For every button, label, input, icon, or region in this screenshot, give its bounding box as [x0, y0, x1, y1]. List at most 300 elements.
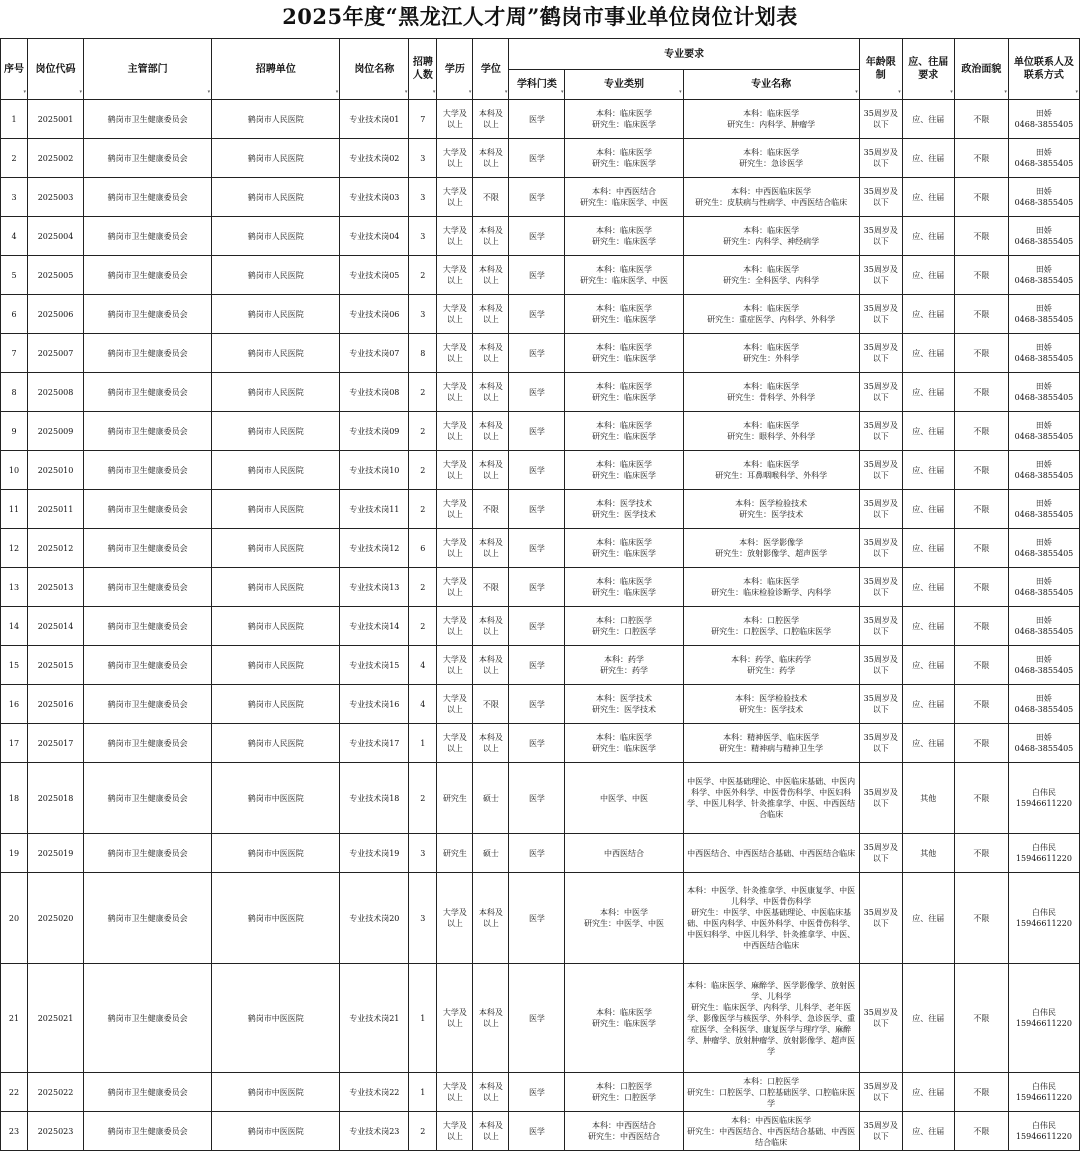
cell-dept: 鹤岗市卫生健康委员会 — [84, 1073, 212, 1112]
cell-grad: 应、往届 — [902, 490, 954, 529]
cell-age: 35周岁及以下 — [859, 373, 902, 412]
cell-seq: 21 — [1, 964, 28, 1073]
cell-major-type: 本科：中西医结合 研究生：临床医学、中医 — [565, 178, 683, 217]
table-row — [1, 412, 1080, 451]
cell-grad: 应、往届 — [902, 139, 954, 178]
sort-dropdown-icon[interactable]: ▾ — [79, 89, 83, 95]
cell-unit: 鹤岗市人民医院 — [212, 178, 340, 217]
cell-major-name: 本科：临床医学 研究生：重症医学、内科学、外科学 — [683, 295, 859, 334]
cell-major-type: 本科：临床医学 研究生：临床医学 — [565, 529, 683, 568]
cell-grad: 应、往届 — [902, 568, 954, 607]
cell-count: 2 — [409, 763, 437, 834]
cell-contact: 田娇 0468-3855405 — [1008, 451, 1079, 490]
cell-major-cat: 医学 — [509, 451, 565, 490]
cell-post: 专业技术岗14 — [340, 607, 409, 646]
cell-seq: 5 — [1, 256, 28, 295]
cell-post: 专业技术岗15 — [340, 646, 409, 685]
cell-post: 专业技术岗09 — [340, 412, 409, 451]
table-row — [1, 490, 1080, 529]
cell-degree: 本科及以上 — [473, 373, 509, 412]
cell-age: 35周岁及以下 — [859, 334, 902, 373]
cell-contact: 白伟民 15946611220 — [1008, 834, 1079, 873]
cell-post: 专业技术岗23 — [340, 1112, 409, 1151]
cell-contact: 田娇 0468-3855405 — [1008, 685, 1079, 724]
table-row — [1, 256, 1080, 295]
cell-unit: 鹤岗市人民医院 — [212, 139, 340, 178]
cell-seq: 19 — [1, 834, 28, 873]
cell-edu: 大学及以上 — [437, 334, 473, 373]
cell-count: 1 — [409, 1073, 437, 1112]
cell-edu: 大学及以上 — [437, 451, 473, 490]
cell-political: 不限 — [954, 607, 1008, 646]
header-dept[interactable]: 主管部门 ▾ — [84, 39, 212, 100]
cell-count: 2 — [409, 1112, 437, 1151]
cell-code: 2025002 — [28, 139, 84, 178]
cell-political: 不限 — [954, 373, 1008, 412]
cell-seq: 14 — [1, 607, 28, 646]
cell-political: 不限 — [954, 873, 1008, 964]
cell-major-name: 本科：临床医学 研究生：耳鼻咽喉科学、外科学 — [683, 451, 859, 490]
cell-political: 不限 — [954, 100, 1008, 139]
cell-age: 35周岁及以下 — [859, 217, 902, 256]
cell-contact: 田娇 0468-3855405 — [1008, 334, 1079, 373]
cell-post: 专业技术岗18 — [340, 763, 409, 834]
cell-seq: 16 — [1, 685, 28, 724]
cell-count: 6 — [409, 529, 437, 568]
cell-count: 3 — [409, 834, 437, 873]
cell-political: 不限 — [954, 412, 1008, 451]
cell-unit: 鹤岗市人民医院 — [212, 568, 340, 607]
cell-major-cat: 医学 — [509, 412, 565, 451]
cell-unit: 鹤岗市人民医院 — [212, 490, 340, 529]
cell-grad: 应、往届 — [902, 1073, 954, 1112]
cell-major-name: 本科：临床医学 研究生：急诊医学 — [683, 139, 859, 178]
cell-seq: 23 — [1, 1112, 28, 1151]
sort-dropdown-icon[interactable]: ▾ — [23, 89, 27, 95]
table-row — [1, 724, 1080, 763]
cell-edu: 大学及以上 — [437, 100, 473, 139]
cell-major-type: 本科：临床医学 研究生：临床医学、中医 — [565, 256, 683, 295]
cell-major-cat: 医学 — [509, 1112, 565, 1151]
cell-code: 2025019 — [28, 834, 84, 873]
header-major-group: 专业要求 — [509, 39, 859, 70]
cell-major-name: 本科：临床医学 研究生：全科医学、内科学 — [683, 256, 859, 295]
sort-dropdown-icon[interactable]: ▾ — [855, 89, 858, 95]
cell-age: 35周岁及以下 — [859, 607, 902, 646]
cell-seq: 10 — [1, 451, 28, 490]
cell-contact: 田娇 0468-3855405 — [1008, 139, 1079, 178]
cell-major-type: 中医学、中医 — [565, 763, 683, 834]
sort-dropdown-icon[interactable]: ▾ — [432, 89, 436, 95]
cell-dept: 鹤岗市卫生健康委员会 — [84, 334, 212, 373]
cell-major-cat: 医学 — [509, 964, 565, 1073]
table-row — [1, 217, 1080, 256]
cell-code: 2025011 — [28, 490, 84, 529]
cell-contact: 白伟民 15946611220 — [1008, 763, 1079, 834]
cell-grad: 应、往届 — [902, 178, 954, 217]
cell-edu: 大学及以上 — [437, 724, 473, 763]
cell-dept: 鹤岗市卫生健康委员会 — [84, 412, 212, 451]
cell-count: 2 — [409, 373, 437, 412]
cell-major-cat: 医学 — [509, 178, 565, 217]
cell-unit: 鹤岗市人民医院 — [212, 334, 340, 373]
cell-post: 专业技术岗08 — [340, 373, 409, 412]
cell-major-cat: 医学 — [509, 607, 565, 646]
cell-political: 不限 — [954, 1073, 1008, 1112]
cell-degree: 本科及以上 — [473, 256, 509, 295]
cell-contact: 白伟民 15946611220 — [1008, 873, 1079, 964]
cell-major-type: 本科：临床医学 研究生：临床医学 — [565, 964, 683, 1073]
cell-major-cat: 医学 — [509, 873, 565, 964]
cell-grad: 应、往届 — [902, 412, 954, 451]
cell-dept: 鹤岗市卫生健康委员会 — [84, 451, 212, 490]
cell-degree: 本科及以上 — [473, 412, 509, 451]
cell-political: 不限 — [954, 763, 1008, 834]
header-age[interactable]: 年龄限制 ▾ — [859, 39, 902, 100]
cell-code: 2025004 — [28, 217, 84, 256]
cell-political: 不限 — [954, 217, 1008, 256]
cell-code: 2025009 — [28, 412, 84, 451]
cell-major-cat: 医学 — [509, 217, 565, 256]
cell-seq: 3 — [1, 178, 28, 217]
cell-post: 专业技术岗16 — [340, 685, 409, 724]
cell-unit: 鹤岗市人民医院 — [212, 685, 340, 724]
cell-code: 2025013 — [28, 568, 84, 607]
sort-dropdown-icon[interactable]: ▾ — [679, 89, 682, 95]
cell-degree: 本科及以上 — [473, 1073, 509, 1112]
cell-major-cat: 医学 — [509, 646, 565, 685]
cell-grad: 应、往届 — [902, 217, 954, 256]
cell-major-name: 本科：临床医学 研究生：内科学、肿瘤学 — [683, 100, 859, 139]
cell-seq: 15 — [1, 646, 28, 685]
cell-grad: 应、往届 — [902, 295, 954, 334]
cell-unit: 鹤岗市人民医院 — [212, 724, 340, 763]
cell-seq: 20 — [1, 873, 28, 964]
cell-code: 2025015 — [28, 646, 84, 685]
cell-grad: 应、往届 — [902, 873, 954, 964]
cell-edu: 大学及以上 — [437, 646, 473, 685]
cell-political: 不限 — [954, 139, 1008, 178]
cell-dept: 鹤岗市卫生健康委员会 — [84, 373, 212, 412]
cell-age: 35周岁及以下 — [859, 490, 902, 529]
cell-grad: 应、往届 — [902, 334, 954, 373]
cell-edu: 大学及以上 — [437, 256, 473, 295]
cell-grad: 应、往届 — [902, 100, 954, 139]
cell-major-name: 本科：临床医学 研究生：临床检验诊断学、内科学 — [683, 568, 859, 607]
cell-grad: 应、往届 — [902, 646, 954, 685]
header-political[interactable]: 政治面貌 ▾ — [954, 39, 1008, 100]
cell-degree: 不限 — [473, 568, 509, 607]
cell-contact: 田娇 0468-3855405 — [1008, 646, 1079, 685]
header-unit[interactable]: 招聘单位 ▾ — [212, 39, 340, 100]
table-row — [1, 1112, 1080, 1151]
sort-dropdown-icon[interactable]: ▾ — [404, 89, 408, 95]
cell-count: 4 — [409, 685, 437, 724]
cell-degree: 本科及以上 — [473, 646, 509, 685]
cell-major-type: 本科：临床医学 研究生：临床医学 — [565, 373, 683, 412]
header-edu[interactable]: 学历 ▾ — [437, 39, 473, 100]
cell-major-type: 本科：临床医学 研究生：临床医学 — [565, 412, 683, 451]
cell-major-name: 本科：临床医学 研究生：外科学 — [683, 334, 859, 373]
cell-unit: 鹤岗市人民医院 — [212, 256, 340, 295]
cell-post: 专业技术岗13 — [340, 568, 409, 607]
cell-degree: 本科及以上 — [473, 607, 509, 646]
cell-age: 35周岁及以下 — [859, 100, 902, 139]
cell-contact: 田娇 0468-3855405 — [1008, 412, 1079, 451]
header-seq[interactable]: 序号 ▾ — [1, 39, 28, 100]
cell-seq: 12 — [1, 529, 28, 568]
cell-major-type: 本科：医学技术 研究生：医学技术 — [565, 685, 683, 724]
cell-degree: 本科及以上 — [473, 100, 509, 139]
header-post[interactable]: 岗位名称 ▾ — [340, 39, 409, 100]
job-plan-table — [0, 38, 1080, 1151]
cell-contact: 田娇 0468-3855405 — [1008, 256, 1079, 295]
sort-dropdown-icon[interactable]: ▾ — [950, 89, 953, 95]
cell-major-type: 本科：临床医学 研究生：临床医学 — [565, 724, 683, 763]
header-major-type[interactable]: 专业类别 ▾ — [565, 70, 683, 100]
sort-dropdown-icon[interactable]: ▾ — [1075, 89, 1078, 95]
cell-major-name: 本科：临床医学、麻醉学、医学影像学、放射医学、儿科学 研究生：临床医学、内科学、儿科学、老年医学、影像医学与核医学、外科学、急诊医学、重症医学、全科医学、康复医学与理疗学、麻醉学、肿瘤学、放射肿瘤学、放射影像学、超声医学 — [683, 964, 859, 1073]
cell-post: 专业技术岗06 — [340, 295, 409, 334]
cell-major-name: 本科：中西医临床医学 研究生：中西医结合、中西医结合基础、中西医结合临床 — [683, 1112, 859, 1151]
cell-major-type: 本科：药学 研究生：药学 — [565, 646, 683, 685]
cell-seq: 1 — [1, 100, 28, 139]
header-degree[interactable]: 学位 ▾ — [473, 39, 509, 100]
cell-political: 不限 — [954, 529, 1008, 568]
cell-post: 专业技术岗10 — [340, 451, 409, 490]
cell-post: 专业技术岗20 — [340, 873, 409, 964]
cell-age: 35周岁及以下 — [859, 834, 902, 873]
cell-degree: 本科及以上 — [473, 139, 509, 178]
cell-edu: 大学及以上 — [437, 217, 473, 256]
table-row — [1, 568, 1080, 607]
cell-dept: 鹤岗市卫生健康委员会 — [84, 100, 212, 139]
table-row — [1, 334, 1080, 373]
cell-political: 不限 — [954, 295, 1008, 334]
cell-unit: 鹤岗市人民医院 — [212, 373, 340, 412]
cell-major-name: 本科：口腔医学 研究生：口腔医学、口腔临床医学 — [683, 607, 859, 646]
cell-dept: 鹤岗市卫生健康委员会 — [84, 1112, 212, 1151]
cell-major-cat: 医学 — [509, 334, 565, 373]
cell-age: 35周岁及以下 — [859, 256, 902, 295]
cell-major-cat: 医学 — [509, 490, 565, 529]
cell-political: 不限 — [954, 490, 1008, 529]
table-row — [1, 451, 1080, 490]
cell-degree: 本科及以上 — [473, 1112, 509, 1151]
cell-contact: 田娇 0468-3855405 — [1008, 568, 1079, 607]
cell-major-type: 本科：临床医学 研究生：临床医学 — [565, 217, 683, 256]
cell-code: 2025023 — [28, 1112, 84, 1151]
cell-major-name: 本科：医学影像学 研究生：放射影像学、超声医学 — [683, 529, 859, 568]
cell-age: 35周岁及以下 — [859, 724, 902, 763]
cell-age: 35周岁及以下 — [859, 873, 902, 964]
sort-dropdown-icon[interactable]: ▾ — [898, 89, 901, 95]
cell-age: 35周岁及以下 — [859, 964, 902, 1073]
cell-seq: 11 — [1, 490, 28, 529]
cell-contact: 田娇 0468-3855405 — [1008, 607, 1079, 646]
cell-age: 35周岁及以下 — [859, 1073, 902, 1112]
sort-dropdown-icon[interactable]: ▾ — [468, 89, 472, 95]
cell-dept: 鹤岗市卫生健康委员会 — [84, 529, 212, 568]
cell-contact: 田娇 0468-3855405 — [1008, 100, 1079, 139]
cell-seq: 18 — [1, 763, 28, 834]
cell-code: 2025018 — [28, 763, 84, 834]
cell-major-name: 本科：口腔医学 研究生：口腔医学、口腔基础医学、口腔临床医学 — [683, 1073, 859, 1112]
cell-count: 2 — [409, 490, 437, 529]
cell-contact: 田娇 0468-3855405 — [1008, 373, 1079, 412]
cell-seq: 7 — [1, 334, 28, 373]
cell-post: 专业技术岗19 — [340, 834, 409, 873]
cell-major-type: 本科：临床医学 研究生：临床医学 — [565, 295, 683, 334]
cell-dept: 鹤岗市卫生健康委员会 — [84, 295, 212, 334]
table-row — [1, 100, 1080, 139]
cell-grad: 应、往届 — [902, 256, 954, 295]
header-contact[interactable]: 单位联系人及联系方式 ▾ — [1008, 39, 1079, 100]
cell-unit: 鹤岗市人民医院 — [212, 451, 340, 490]
cell-political: 不限 — [954, 256, 1008, 295]
cell-code: 2025003 — [28, 178, 84, 217]
cell-code: 2025010 — [28, 451, 84, 490]
cell-grad: 其他 — [902, 834, 954, 873]
cell-code: 2025021 — [28, 964, 84, 1073]
sort-dropdown-icon[interactable]: ▾ — [1004, 89, 1007, 95]
sort-dropdown-icon[interactable]: ▾ — [335, 89, 339, 95]
cell-unit: 鹤岗市人民医院 — [212, 100, 340, 139]
sort-dropdown-icon[interactable]: ▾ — [560, 89, 564, 95]
table-row — [1, 964, 1080, 1073]
cell-major-cat: 医学 — [509, 763, 565, 834]
cell-dept: 鹤岗市卫生健康委员会 — [84, 139, 212, 178]
cell-major-type: 本科：中西医结合 研究生：中西医结合 — [565, 1112, 683, 1151]
cell-grad: 应、往届 — [902, 529, 954, 568]
cell-major-cat: 医学 — [509, 685, 565, 724]
cell-degree: 硕士 — [473, 834, 509, 873]
cell-edu: 大学及以上 — [437, 1112, 473, 1151]
header-grad[interactable]: 应、往届要求 ▾ — [902, 39, 954, 100]
cell-contact: 田娇 0468-3855405 — [1008, 490, 1079, 529]
cell-seq: 9 — [1, 412, 28, 451]
cell-code: 2025012 — [28, 529, 84, 568]
cell-dept: 鹤岗市卫生健康委员会 — [84, 763, 212, 834]
cell-degree: 本科及以上 — [473, 873, 509, 964]
header-code[interactable]: 岗位代码 ▾ — [28, 39, 84, 100]
cell-edu: 大学及以上 — [437, 295, 473, 334]
cell-edu: 大学及以上 — [437, 964, 473, 1073]
header-count[interactable]: 招聘人数 ▾ — [409, 39, 437, 100]
cell-major-cat: 医学 — [509, 1073, 565, 1112]
table-row — [1, 834, 1080, 873]
cell-code: 2025001 — [28, 100, 84, 139]
sort-dropdown-icon[interactable]: ▾ — [504, 89, 508, 95]
cell-seq: 22 — [1, 1073, 28, 1112]
cell-age: 35周岁及以下 — [859, 646, 902, 685]
cell-count: 1 — [409, 724, 437, 763]
cell-unit: 鹤岗市人民医院 — [212, 646, 340, 685]
cell-dept: 鹤岗市卫生健康委员会 — [84, 607, 212, 646]
cell-grad: 应、往届 — [902, 685, 954, 724]
cell-age: 35周岁及以下 — [859, 295, 902, 334]
cell-major-name: 本科：临床医学 研究生：内科学、神经病学 — [683, 217, 859, 256]
cell-seq: 6 — [1, 295, 28, 334]
cell-edu: 大学及以上 — [437, 873, 473, 964]
cell-unit: 鹤岗市中医医院 — [212, 873, 340, 964]
cell-edu: 大学及以上 — [437, 568, 473, 607]
cell-age: 35周岁及以下 — [859, 178, 902, 217]
cell-post: 专业技术岗01 — [340, 100, 409, 139]
cell-code: 2025017 — [28, 724, 84, 763]
cell-edu: 大学及以上 — [437, 607, 473, 646]
header-major-name[interactable]: 专业名称 ▾ — [683, 70, 859, 100]
cell-degree: 不限 — [473, 490, 509, 529]
cell-count: 1 — [409, 964, 437, 1073]
cell-degree: 本科及以上 — [473, 451, 509, 490]
cell-contact: 田娇 0468-3855405 — [1008, 529, 1079, 568]
cell-dept: 鹤岗市卫生健康委员会 — [84, 685, 212, 724]
cell-major-cat: 医学 — [509, 100, 565, 139]
cell-age: 35周岁及以下 — [859, 139, 902, 178]
cell-dept: 鹤岗市卫生健康委员会 — [84, 834, 212, 873]
table-row — [1, 646, 1080, 685]
cell-post: 专业技术岗07 — [340, 334, 409, 373]
cell-contact: 白伟民 15946611220 — [1008, 1112, 1079, 1151]
cell-major-type: 本科：临床医学 研究生：临床医学 — [565, 568, 683, 607]
cell-edu: 大学及以上 — [437, 490, 473, 529]
cell-unit: 鹤岗市人民医院 — [212, 217, 340, 256]
cell-dept: 鹤岗市卫生健康委员会 — [84, 724, 212, 763]
cell-count: 2 — [409, 607, 437, 646]
cell-age: 35周岁及以下 — [859, 412, 902, 451]
cell-major-cat: 医学 — [509, 139, 565, 178]
table-row — [1, 529, 1080, 568]
cell-dept: 鹤岗市卫生健康委员会 — [84, 178, 212, 217]
cell-major-name: 本科：临床医学 研究生：眼科学、外科学 — [683, 412, 859, 451]
cell-degree: 本科及以上 — [473, 724, 509, 763]
sort-dropdown-icon[interactable]: ▾ — [207, 89, 211, 95]
cell-major-name: 本科：中西医临床医学 研究生：皮肤病与性病学、中西医结合临床 — [683, 178, 859, 217]
cell-edu: 大学及以上 — [437, 139, 473, 178]
cell-major-cat: 医学 — [509, 724, 565, 763]
cell-dept: 鹤岗市卫生健康委员会 — [84, 217, 212, 256]
table-row — [1, 178, 1080, 217]
cell-age: 35周岁及以下 — [859, 1112, 902, 1151]
cell-political: 不限 — [954, 964, 1008, 1073]
cell-major-cat: 医学 — [509, 834, 565, 873]
cell-grad: 应、往届 — [902, 451, 954, 490]
cell-seq: 13 — [1, 568, 28, 607]
cell-count: 4 — [409, 646, 437, 685]
cell-political: 不限 — [954, 834, 1008, 873]
cell-contact: 白伟民 15946611220 — [1008, 964, 1079, 1073]
cell-post: 专业技术岗11 — [340, 490, 409, 529]
cell-political: 不限 — [954, 334, 1008, 373]
cell-unit: 鹤岗市中医医院 — [212, 1073, 340, 1112]
cell-unit: 鹤岗市中医医院 — [212, 1112, 340, 1151]
page-title: 2025年度“黑龙江人才周”鹤岗市事业单位岗位计划表 — [282, 4, 798, 29]
cell-unit: 鹤岗市人民医院 — [212, 295, 340, 334]
cell-unit: 鹤岗市中医医院 — [212, 763, 340, 834]
cell-political: 不限 — [954, 451, 1008, 490]
cell-post: 专业技术岗12 — [340, 529, 409, 568]
cell-age: 35周岁及以下 — [859, 451, 902, 490]
cell-code: 2025020 — [28, 873, 84, 964]
cell-major-name: 中医学、中医基础理论、中医临床基础、中医内科学、中医外科学、中医骨伤科学、中医妇科学、中医儿科学、针灸推拿学、中医、中西医结合临床 — [683, 763, 859, 834]
cell-grad: 应、往届 — [902, 964, 954, 1073]
header-major-cat[interactable]: 学科门类 ▾ — [509, 70, 565, 100]
cell-major-cat: 医学 — [509, 295, 565, 334]
cell-degree: 不限 — [473, 685, 509, 724]
table-row — [1, 295, 1080, 334]
cell-count: 8 — [409, 334, 437, 373]
